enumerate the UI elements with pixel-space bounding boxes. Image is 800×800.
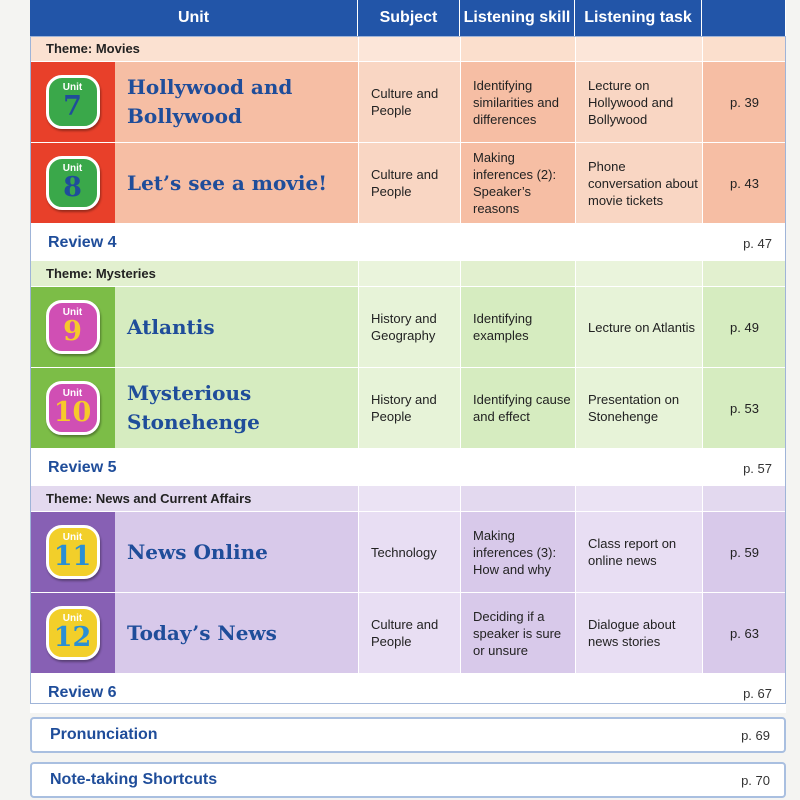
unit-7-badge-icon: Unit 7 [46,75,100,129]
unit-subject: Culture and People [358,593,460,673]
unit-row[interactable] [30,511,786,592]
unit-12-badge-icon: Unit 12 [46,606,100,660]
unit-title[interactable]: News Online [115,512,358,592]
unit-11-badge-icon: Unit 11 [46,525,100,579]
theme-mysteries [30,261,786,286]
note-taking-row[interactable] [30,762,786,798]
table-header [30,0,786,36]
header-subject: Subject [358,0,460,36]
unit-task: Phone conversation about movie tickets [575,143,702,223]
unit-skill: Deciding if a speaker is sure or unsure [460,593,575,673]
unit-page: p. 63 [702,593,786,673]
unit-skill: Making inferences (2): Speaker’s reasons [460,143,575,223]
unit-task: Lecture on Hollywood and Bollywood [575,62,702,142]
unit-task: Class report on online news [575,512,702,592]
theme-label: Theme: Movies [46,41,140,56]
unit-page: p. 43 [702,143,786,223]
header-page [702,0,786,36]
theme-label: Theme: Mysteries [46,266,156,281]
unit-8-badge-icon: Unit 8 [46,156,100,210]
unit-row[interactable] [30,142,786,223]
unit-title[interactable]: Let’s see a movie! [115,143,358,223]
unit-task: Dialogue about news stories [575,593,702,673]
unit-skill: Identifying examples [460,287,575,367]
unit-title[interactable]: Mysterious Stonehenge [115,368,358,448]
unit-row[interactable] [30,286,786,367]
unit-title[interactable]: Hollywood and Bollywood [115,62,358,142]
unit-page: p. 49 [702,287,786,367]
unit-skill: Identifying cause and effect [460,368,575,448]
unit-title[interactable]: Atlantis [115,287,358,367]
header-unit: Unit [30,0,358,36]
unit-row[interactable] [30,592,786,673]
unit-skill: Making inferences (3): How and why [460,512,575,592]
unit-task: Lecture on Atlantis [575,287,702,367]
review-label[interactable]: Review 4 [48,234,117,251]
review-row[interactable] [30,223,786,263]
theme-movies [30,36,786,61]
unit-subject: Technology [358,512,460,592]
unit-9-badge-icon: Unit 9 [46,300,100,354]
note-taking-page: p. 70 [741,772,770,788]
unit-subject: Culture and People [358,143,460,223]
pronunciation-row[interactable] [30,717,786,753]
theme-news [30,486,786,511]
unit-task: Presentation on Stonehenge [575,368,702,448]
theme-label: Theme: News and Current Affairs [46,491,252,506]
review-page: p. 67 [743,685,772,701]
unit-row[interactable] [30,61,786,142]
unit-title[interactable]: Today’s News [115,593,358,673]
unit-skill: Identifying similarities and differences [460,62,575,142]
unit-row[interactable] [30,367,786,448]
unit-subject: History and Geography [358,287,460,367]
unit-page: p. 59 [702,512,786,592]
review-row[interactable] [30,673,786,713]
unit-page: p. 39 [702,62,786,142]
review-page: p. 47 [743,235,772,251]
review-label[interactable]: Review 6 [48,684,117,701]
review-row[interactable] [30,448,786,488]
unit-10-badge-icon: Unit 10 [46,381,100,435]
header-listening-task: Listening task [575,0,702,36]
pronunciation-label[interactable]: Pronunciation [50,726,158,743]
unit-page: p. 53 [702,368,786,448]
note-taking-label[interactable]: Note-taking Shortcuts [50,771,218,788]
review-label[interactable]: Review 5 [48,459,117,476]
review-page: p. 57 [743,460,772,476]
unit-subject: Culture and People [358,62,460,142]
header-listening-skill: Listening skill [460,0,575,36]
pronunciation-page: p. 69 [741,727,770,743]
unit-subject: History and People [358,368,460,448]
